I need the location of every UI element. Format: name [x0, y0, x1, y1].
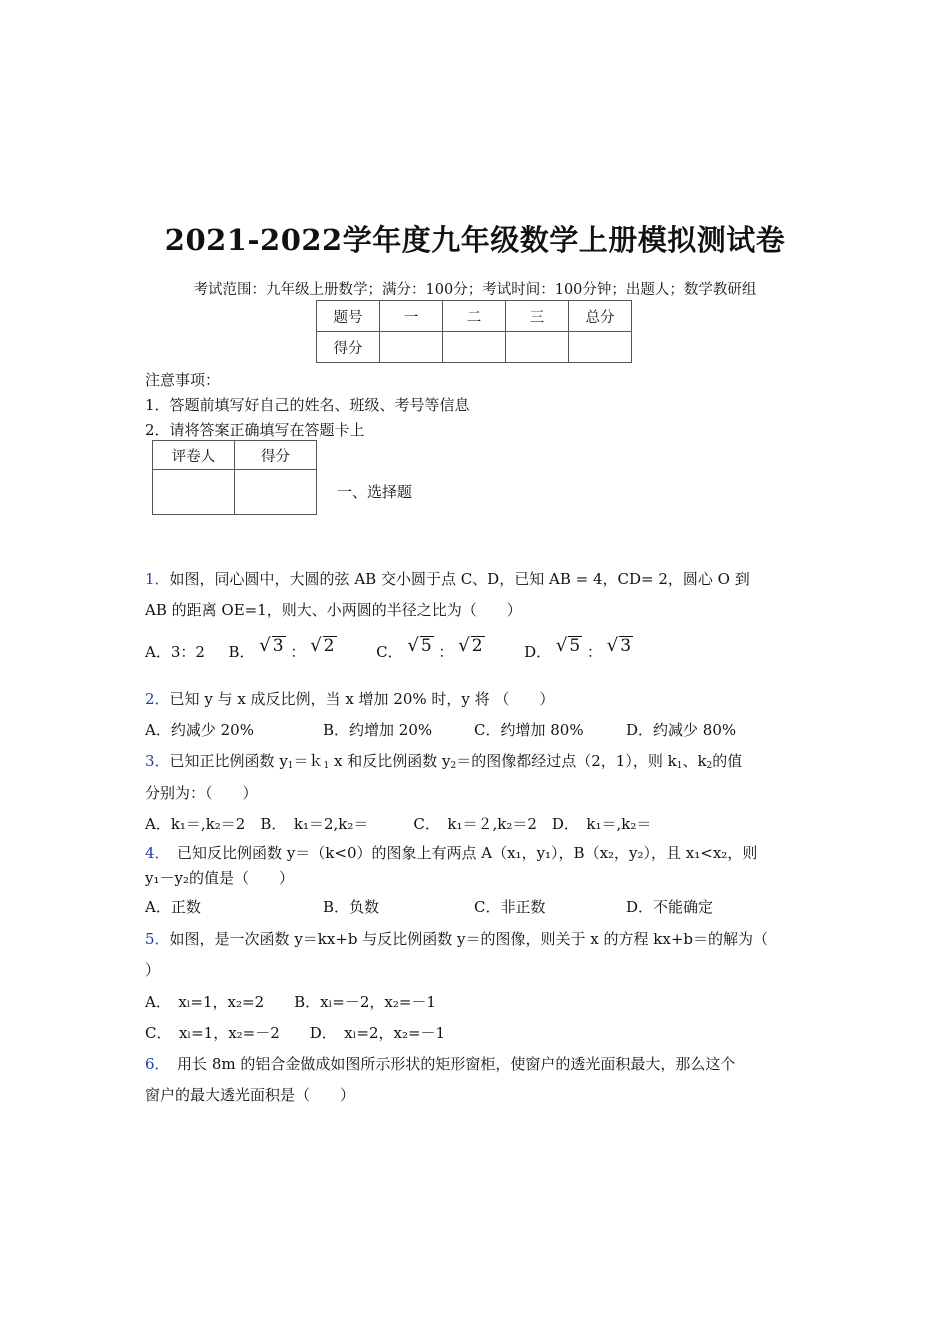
question-5-line-2: ）: [145, 961, 161, 979]
question-3-options: A．k₁＝,k₂＝2 B． k₁＝2,k₂＝ C． k₁＝２,k₂＝2 D． k₁＝,k₂＝: [145, 815, 652, 833]
sqrt-2-symbol: √ 2: [458, 635, 483, 656]
question-5-options-1: A． xₗ=1，x₂=2 B．xₗ=－2，x₂=－1: [145, 993, 436, 1011]
grader-header: 评卷人: [153, 441, 235, 470]
sqrt-5-symbol: √ 5: [407, 635, 432, 656]
question-6-line-2: 窗户的最大透光面积是（ ）: [145, 1086, 356, 1104]
exam-info: 考试范围：九年级上册数学；满分：100分；考试时间：100分钟；出题人；数学教研组: [193, 282, 757, 298]
question-3-line-1: 3．已知正比例函数 $y_1=k_1$ x 和反比例函数 $y_2=$的图像都经过点（2，1），则 $k_1$、$k_2$的值: [145, 752, 743, 771]
question-number: 2．: [145, 690, 170, 708]
question-number: 5．: [145, 930, 170, 948]
score-header-cell: 一: [380, 301, 443, 332]
option-a: A．3：2: [145, 643, 205, 661]
option-d: D．约减少 80%: [626, 721, 737, 739]
option-c: C．: [376, 643, 403, 661]
grader-cell[interactable]: [153, 470, 235, 515]
notes-heading: 注意事项：: [145, 371, 221, 389]
question-2-text: 2．已知 y 与 x 成反比例，当 x 增加 20% 时，y 将 （ ）: [145, 690, 555, 708]
option-b: B．: [228, 643, 255, 661]
question-5-options-2: C． xₗ=1，x₂=－2 D． xₗ=2，x₂=－1: [145, 1024, 446, 1042]
question-3-line-2: 分别为：（ ）: [145, 784, 258, 802]
question-5-line-1: 5．如图，是一次函数 y＝kx+b 与反比例函数 y＝的图像，则关于 x 的方程 kx+b＝的解为（: [145, 930, 769, 948]
question-number: 1．: [145, 570, 170, 588]
question-1-options: A．3：2 B． √ 3 ： √ 2 C． √ 5 ： √ 2 D． √ 5 ： √ 3: [145, 635, 632, 661]
option-b: B．约增加 20%: [323, 721, 433, 739]
question-number: 6．: [145, 1055, 163, 1073]
question-4-line-1: 4． 已知反比例函数 y＝（k<0）的图象上有两点 A（x₁，y₁），B（x₂，y₂），且 x₁<x₂，则: [145, 844, 758, 862]
note-item: 1．答题前填写好自己的姓名、班级、考号等信息: [145, 396, 470, 414]
score-header-cell: 三: [506, 301, 569, 332]
sqrt-3-symbol: √ 3: [259, 635, 284, 656]
score-cell[interactable]: [569, 332, 632, 363]
sqrt-3-symbol: √ 3: [606, 635, 632, 656]
question-4-line-2: y₁－y₂的值是（ ）: [145, 869, 294, 887]
score-cell[interactable]: [443, 332, 506, 363]
option-d: D．: [524, 643, 552, 661]
page-title: 2021-2022学年度九年级数学上册模拟测试卷: [164, 223, 786, 257]
section-heading: 一、选择题: [337, 483, 413, 501]
sqrt-2-symbol: √ 2: [310, 635, 335, 656]
score-row-label: 得分: [317, 332, 380, 363]
score-table: [316, 300, 632, 363]
question-number: 3．: [145, 752, 170, 770]
option-d: D．不能确定: [626, 898, 714, 916]
question-number: 4．: [145, 844, 163, 862]
option-a: A．约减少 20%: [145, 721, 254, 739]
score-header-cell: 题号: [317, 301, 380, 332]
question-1-line-2: AB 的距离 OE=1，则大、小两圆的半径之比为（ ）: [145, 601, 522, 619]
score-cell[interactable]: [506, 332, 569, 363]
note-item: 2．请将答案正确填写在答题卡上: [145, 421, 365, 439]
option-c: C．约增加 80%: [474, 721, 584, 739]
question-6-line-1: 6． 用长 8m 的铝合金做成如图所示形状的矩形窗柜，使窗户的透光面积最大，那么这个: [145, 1055, 736, 1073]
grader-table: [152, 440, 317, 515]
score-cell[interactable]: [380, 332, 443, 363]
score-header-cell: 二: [443, 301, 506, 332]
question-1-line-1: 1．如图，同心圆中，大圆的弦 AB 交小圆于点 C、D，已知 AB = 4，CD= 2，圆心 O 到: [145, 570, 750, 588]
option-c: C．非正数: [474, 898, 546, 916]
score-header-cell: 总分: [569, 301, 632, 332]
sqrt-5-symbol: √ 5: [555, 635, 581, 656]
grader-cell[interactable]: [235, 470, 317, 515]
grader-header: 得分: [235, 441, 317, 470]
option-a: A．正数: [145, 898, 201, 916]
option-b: B．负数: [323, 898, 380, 916]
